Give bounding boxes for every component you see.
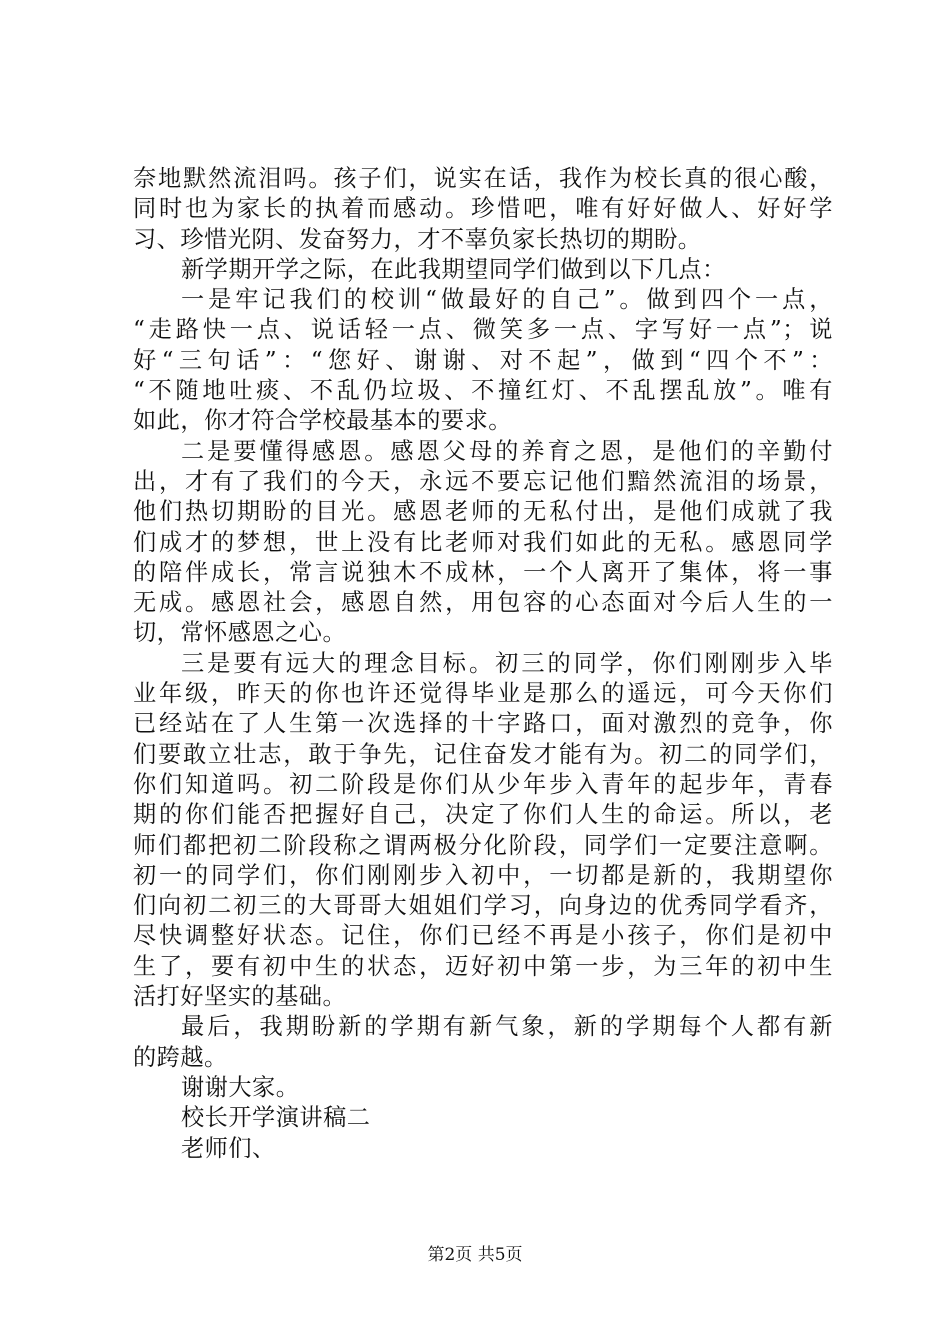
text-line: 三是要有远大的理念目标。初三的同学，你们刚刚步入毕 [181, 649, 833, 677]
text-line: 尽快调整好状态。记住，你们已经不再是小孩子，你们是初中 [133, 922, 833, 950]
text-line: 新学期开学之际，在此我期望同学们做到以下几点： [181, 255, 726, 283]
text-line: 师们都把初二阶段称之谓两极分化阶段，同学们一定要注意啊。 [133, 831, 833, 859]
text-line: 如此，你才符合学校最基本的要求。 [133, 407, 512, 435]
text-line: 期的你们能否把握好自己，决定了你们人生的命运。所以，老 [133, 801, 833, 829]
text-line: 初一的同学们，你们刚刚步入初中，一切都是新的，我期望你 [133, 861, 833, 889]
text-line: 的陪伴成长，常言说独木不成林，一个人离开了集体，将一事 [133, 558, 833, 586]
text-line: 已经站在了人生第一次选择的十字路口，面对激烈的竞争，你 [133, 710, 833, 738]
text-line: 奈地默然流泪吗。孩子们，说实在话，我作为校长真的很心酸， [133, 165, 833, 192]
page-footer: 第2页 共5页 [427, 1245, 523, 1265]
text-line: 同时也为家长的执着而感动。珍惜吧，唯有好好做人、好好学 [133, 195, 833, 223]
text-line: 你们知道吗。初二阶段是你们从少年步入青年的起步年，青春 [133, 770, 833, 798]
text-line: 校长开学演讲稿二 [181, 1104, 371, 1132]
text-line: 们要敢立壮志，敢于争先，记住奋发才能有为。初二的同学们， [133, 740, 833, 768]
text-line: 最后，我期盼新的学期有新气象，新的学期每个人都有新 [181, 1013, 833, 1041]
text-line: 出，才有了我们的今天，永远不要忘记他们黯然流泪的场景， [133, 467, 833, 495]
text-line: “不随地吐痰、不乱仍垃圾、不撞红灯、不乱摆乱放”。唯有 [133, 377, 833, 405]
text-line: 老师们、 [181, 1134, 276, 1162]
text-line: 生了，要有初中生的状态，迈好初中第一步，为三年的初中生 [133, 952, 833, 980]
text-line: 们成才的梦想，世上没有比老师对我们如此的无私。感恩同学 [133, 528, 833, 556]
text-line: 一是牢记我们的校训“做最好的自己”。做到四个一点， [181, 286, 833, 314]
text-line: 切，常怀感恩之心。 [133, 619, 347, 647]
text-line: 的跨越。 [133, 1043, 228, 1071]
text-line: 好“三句话”：“您好、谢谢、对不起”，做到“四个不”： [133, 346, 833, 374]
document-body [133, 164, 833, 1164]
text-line: 二是要懂得感恩。感恩父母的养育之恩，是他们的辛勤付 [181, 437, 833, 465]
text-line: 们向初二初三的大哥哥大姐姐们学习，向身边的优秀同学看齐， [133, 892, 833, 920]
text-line: 谢谢大家。 [181, 1073, 300, 1101]
text-line: 无成。感恩社会，感恩自然，用包容的心态面对今后人生的一 [133, 589, 833, 617]
text-line: 活打好坚实的基础。 [133, 983, 347, 1011]
text-line: 他们热切期盼的目光。感恩老师的无私付出，是他们成就了我 [133, 498, 833, 526]
text-line: 业年级，昨天的你也许还觉得毕业是那么的遥远，可今天你们 [133, 680, 833, 708]
text-line: “走路快一点、说话轻一点、微笑多一点、字写好一点”；说 [133, 316, 833, 344]
text-line: 习、珍惜光阴、发奋努力，才不辜负家长热切的期盼。 [133, 225, 702, 253]
